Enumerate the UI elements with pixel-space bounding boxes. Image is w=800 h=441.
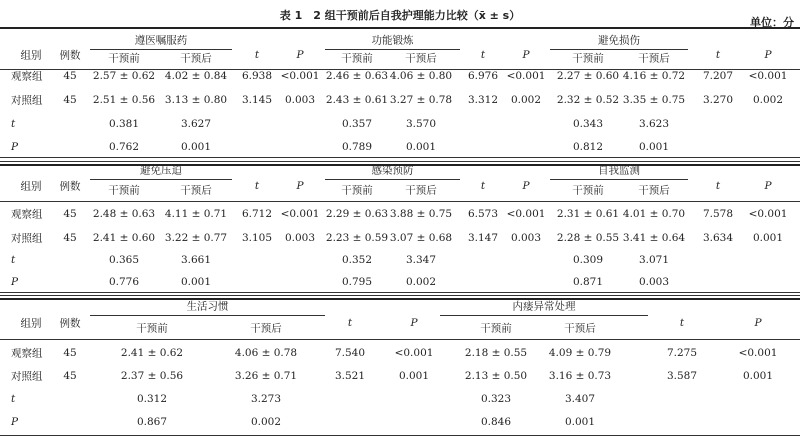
domain-header: 遵医嘱服药 (134, 34, 188, 47)
table-cell: 0.357 (341, 118, 373, 130)
table-cell: 0.352 (341, 254, 373, 266)
table-cell: <0.001 (394, 347, 434, 359)
row-label: P (11, 141, 19, 153)
group-header: 组别 (20, 180, 42, 192)
table-cell: 0.001 (180, 141, 212, 153)
before-header: 干预前 (341, 52, 373, 65)
table-cell: <0.001 (748, 208, 788, 220)
table-cell: 6.976 (467, 70, 499, 82)
p-header: P (296, 48, 304, 61)
table-cell: 0.867 (136, 416, 168, 428)
table-cell: 45 (63, 94, 77, 106)
table-cell: 0.312 (136, 393, 168, 405)
t-header: t (715, 179, 721, 192)
table-cell: 4.01 ± 0.70 (622, 208, 686, 220)
table-cell: <0.001 (280, 70, 320, 82)
domain-header: 感染预防 (371, 164, 414, 177)
domain-underline (90, 179, 232, 180)
header-bottom-rule (0, 201, 800, 202)
table-cell: <0.001 (738, 347, 778, 359)
domain-header: 避免损伤 (598, 34, 640, 47)
table-cell: 0.003 (510, 232, 542, 244)
table-cell: 0.309 (572, 254, 604, 266)
row-label: 对照组 (11, 232, 43, 245)
table-cell: 3.13 ± 0.80 (164, 94, 228, 106)
table-cell: 2.57 ± 0.62 (92, 70, 156, 82)
table-cell: 4.06 ± 0.78 (234, 347, 298, 359)
table-cell: 0.871 (572, 276, 604, 288)
table-cell: 3.41 ± 0.64 (622, 232, 686, 244)
domain-underline (550, 179, 688, 180)
table-cell: 0.776 (108, 276, 140, 288)
table-cell: 2.48 ± 0.63 (92, 208, 156, 220)
table-cell: 2.31 ± 0.61 (556, 208, 620, 220)
table-cell: 2.18 ± 0.55 (464, 347, 528, 359)
p-header: P (296, 179, 304, 192)
domain-header: 生活习惯 (186, 300, 229, 313)
table-cell: 0.846 (480, 416, 512, 428)
table-title: 表 1 2 组干预前后自我护理能力比较（x̄ ± s） (279, 9, 521, 22)
table-cell: 3.35 ± 0.75 (622, 94, 686, 106)
section-bottom-rule (0, 157, 800, 158)
table-cell: 3.587 (666, 370, 698, 382)
table-cell: 4.11 ± 0.71 (164, 208, 228, 220)
t-header: t (254, 48, 260, 61)
before-header: 干预前 (341, 184, 373, 197)
p-header: P (522, 179, 530, 192)
t-header: t (347, 316, 353, 329)
t-header: t (254, 179, 260, 192)
table-cell: 4.06 ± 0.80 (389, 70, 453, 82)
before-header: 干预前 (108, 52, 140, 65)
table-cell: 3.145 (241, 94, 273, 106)
table-cell: 0.001 (742, 370, 774, 382)
section-divider-rule (0, 295, 800, 296)
table-cell: 0.001 (564, 416, 596, 428)
table-cell: 2.23 ± 0.59 (325, 232, 389, 244)
table-cell: 45 (63, 208, 77, 220)
table-cell: 2.27 ± 0.60 (556, 70, 620, 82)
before-header: 干预前 (572, 184, 604, 197)
table-cell: 45 (63, 70, 77, 82)
table-cell: 3.634 (702, 232, 734, 244)
after-header: 干预后 (638, 52, 670, 65)
domain-header: 避免压迫 (140, 164, 182, 177)
table-cell: 0.001 (405, 141, 437, 153)
table-cell: <0.001 (748, 70, 788, 82)
table-cell: 45 (63, 232, 77, 244)
domain-underline (440, 315, 648, 316)
table-cell: 0.001 (180, 276, 212, 288)
table-cell: 6.938 (241, 70, 273, 82)
count-header: 例数 (59, 49, 81, 61)
after-header: 干预后 (564, 322, 596, 335)
table-cell: 0.003 (284, 94, 316, 106)
table-cell: 3.312 (467, 94, 499, 106)
before-header: 干预前 (136, 322, 168, 335)
table-cell: 4.09 ± 0.79 (548, 347, 612, 359)
table-cell: 0.812 (572, 141, 604, 153)
table-cell: 2.43 ± 0.61 (325, 94, 389, 106)
p-header: P (410, 316, 418, 329)
table-cell: 3.407 (564, 393, 596, 405)
table-cell: 3.26 ± 0.71 (234, 370, 298, 382)
after-header: 干预后 (638, 184, 670, 197)
table-cell: 2.28 ± 0.55 (556, 232, 620, 244)
section-bottom-rule (0, 435, 800, 436)
table-cell: 3.627 (180, 118, 212, 130)
group-header: 组别 (20, 317, 42, 329)
table-cell: 3.273 (250, 393, 282, 405)
unit-label: 单位：分 (750, 16, 794, 29)
table-cell: 0.001 (638, 141, 670, 153)
table-cell: 0.795 (341, 276, 373, 288)
table-cell: 0.002 (405, 276, 437, 288)
table-cell: 3.270 (702, 94, 734, 106)
table-cell: 7.207 (702, 70, 734, 82)
domain-underline (90, 315, 325, 316)
table-cell: 2.41 ± 0.62 (120, 347, 184, 359)
t-header: t (679, 316, 685, 329)
table-cell: 3.071 (638, 254, 670, 266)
table-cell: 6.712 (241, 208, 273, 220)
table-cell: 4.16 ± 0.72 (622, 70, 686, 82)
after-header: 干预后 (250, 322, 282, 335)
row-label: 对照组 (11, 94, 43, 107)
count-header: 例数 (59, 317, 81, 329)
row-label: t (11, 254, 16, 266)
domain-underline (325, 179, 460, 180)
table-cell: 3.22 ± 0.77 (164, 232, 228, 244)
group-header: 组别 (20, 49, 42, 61)
table-cell: 3.105 (241, 232, 273, 244)
row-label: P (11, 416, 19, 428)
row-label: 观察组 (11, 70, 43, 83)
section-bottom-rule (0, 292, 800, 293)
before-header: 干预前 (108, 184, 140, 197)
table-cell: 0.003 (638, 276, 670, 288)
table-cell: 0.002 (510, 94, 542, 106)
table-cell: 2.46 ± 0.63 (325, 70, 389, 82)
table-cell: 2.37 ± 0.56 (120, 370, 184, 382)
table-cell: 45 (63, 347, 77, 359)
row-label: 观察组 (11, 208, 43, 221)
table-cell: 3.570 (405, 118, 437, 130)
table-cell: <0.001 (506, 208, 546, 220)
table-cell: 3.661 (180, 254, 212, 266)
header-bottom-rule (0, 339, 800, 340)
table-cell: 3.88 ± 0.75 (389, 208, 453, 220)
table-cell: 0.323 (480, 393, 512, 405)
table-cell: 0.381 (108, 118, 140, 130)
table-cell: 0.001 (752, 232, 784, 244)
row-label: t (11, 393, 16, 405)
domain-header: 内瘘异常处理 (512, 300, 576, 313)
table-cell: 3.521 (334, 370, 366, 382)
table-cell: 0.343 (572, 118, 604, 130)
p-header: P (764, 48, 772, 61)
table-cell: 0.789 (341, 141, 373, 153)
before-header: 干预前 (480, 322, 512, 335)
table-cell: 0.001 (398, 370, 430, 382)
table-cell: 2.13 ± 0.50 (464, 370, 528, 382)
t-header: t (480, 48, 486, 61)
table-cell: <0.001 (280, 208, 320, 220)
table-cell: 3.347 (405, 254, 437, 266)
row-label: 观察组 (11, 347, 43, 360)
p-header: P (754, 316, 762, 329)
table-cell: 4.02 ± 0.84 (164, 70, 228, 82)
table-cell: 3.16 ± 0.73 (548, 370, 612, 382)
domain-header: 自我监测 (598, 164, 640, 177)
after-header: 干预后 (180, 52, 212, 65)
table-cell: 3.623 (638, 118, 670, 130)
before-header: 干预前 (572, 52, 604, 65)
table-cell: 0.002 (752, 94, 784, 106)
p-header: P (764, 179, 772, 192)
table-cell: 0.762 (108, 141, 140, 153)
table-cell: 3.07 ± 0.68 (389, 232, 453, 244)
table-cell: 6.573 (467, 208, 499, 220)
table-cell: 7.540 (334, 347, 366, 359)
table-cell: 3.27 ± 0.78 (389, 94, 453, 106)
table-cell: 0.365 (108, 254, 140, 266)
t-header: t (480, 179, 486, 192)
p-header: P (522, 48, 530, 61)
t-header: t (715, 48, 721, 61)
table-cell: 45 (63, 370, 77, 382)
table-cell: <0.001 (506, 70, 546, 82)
table-cell: 7.578 (702, 208, 734, 220)
table-cell: 0.003 (284, 232, 316, 244)
table-cell: 0.002 (250, 416, 282, 428)
table-top-rule (0, 27, 800, 29)
table-cell: 2.32 ± 0.52 (556, 94, 620, 106)
after-header: 干预后 (405, 184, 437, 197)
after-header: 干预后 (180, 184, 212, 197)
row-label: 对照组 (11, 370, 43, 383)
domain-header: 功能锻炼 (371, 34, 414, 47)
row-label: t (11, 118, 16, 130)
table-top-rule (0, 298, 800, 300)
table-cell: 3.147 (467, 232, 499, 244)
table-cell: 2.51 ± 0.56 (92, 94, 156, 106)
table-cell: 7.275 (666, 347, 698, 359)
after-header: 干预后 (405, 52, 437, 65)
count-header: 例数 (59, 180, 81, 192)
table-cell: 2.29 ± 0.63 (325, 208, 389, 220)
table-cell: 2.41 ± 0.60 (92, 232, 156, 244)
row-label: P (11, 276, 19, 288)
